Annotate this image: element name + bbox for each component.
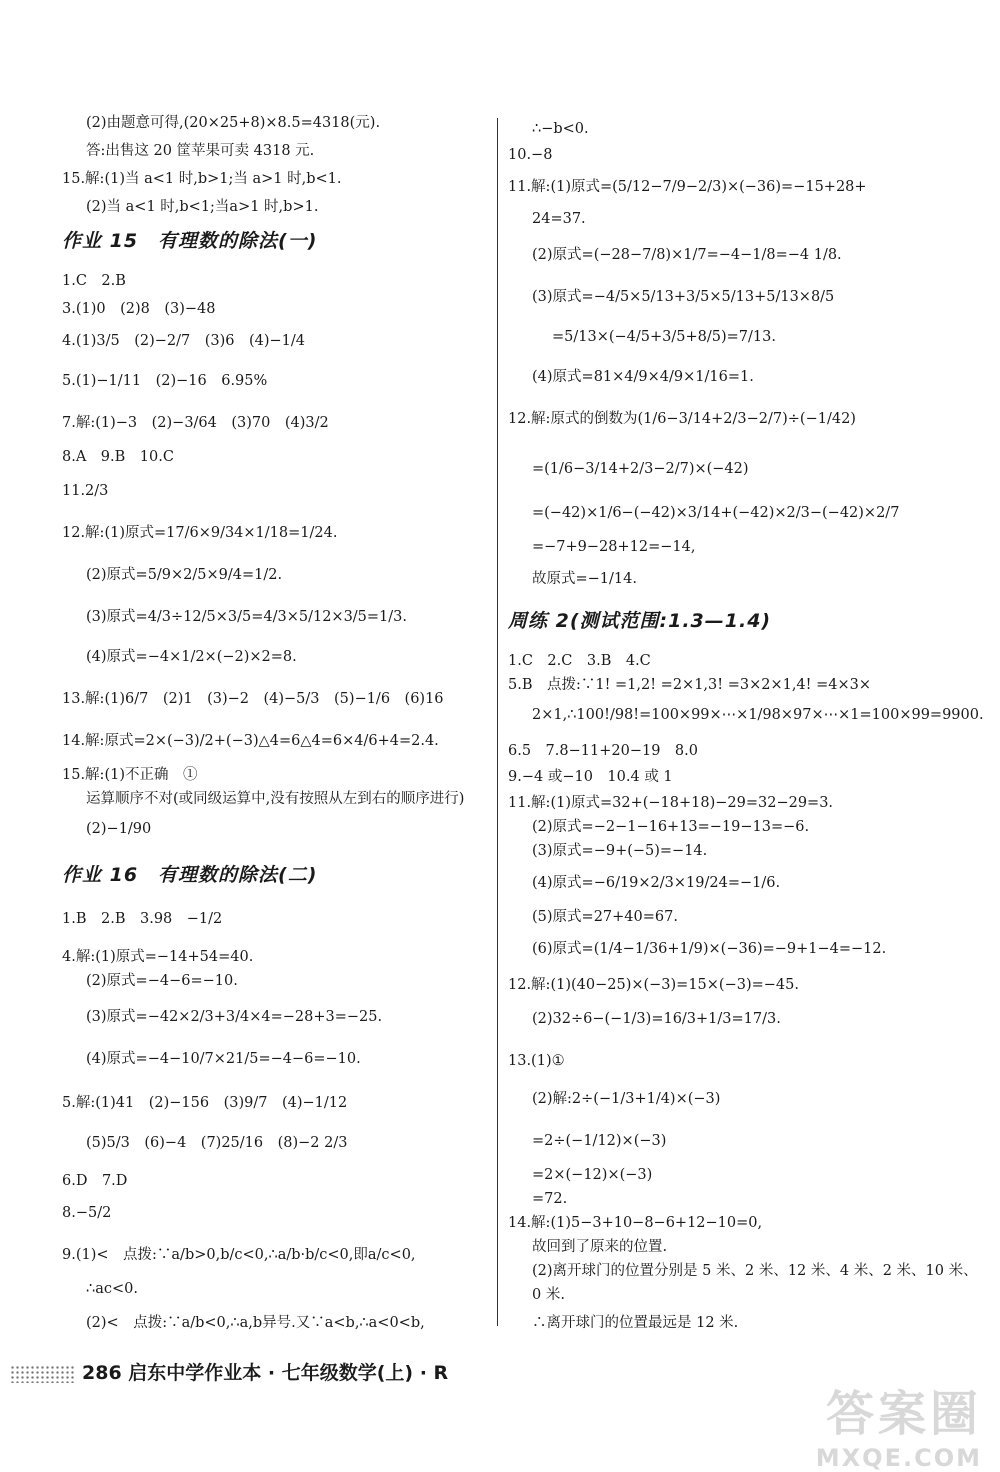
- answer-line: 0 米.: [532, 1287, 565, 1303]
- answer-line: 5.(1)−1/11 (2)−16 6.95%: [62, 373, 268, 389]
- answer-line: 9.−4 或−10 10.4 或 1: [508, 769, 673, 785]
- answer-line: 12.解:原式的倒数为(1/6−3/14+2/3−2/7)÷(−1/42): [508, 411, 856, 427]
- answer-line: 12.解:(1)(40−25)×(−3)=15×(−3)=−45.: [508, 977, 799, 993]
- column-divider: [497, 118, 498, 1326]
- answer-line: 4.(1)3/5 (2)−2/7 (3)6 (4)−1/4: [62, 333, 306, 349]
- answer-line: 24=37.: [532, 211, 586, 227]
- answer-line: (4)原式=−4−10/7×21/5=−4−6=−10.: [86, 1051, 361, 1067]
- answer-line: (3)原式=−4/5×5/13+3/5×5/13+5/13×8/5: [532, 289, 835, 305]
- section-heading: 作业 15 有理数的除法(一): [62, 230, 318, 252]
- answer-line: 15.解:(1)当 a<1 时,b>1;当 a>1 时,b<1.: [62, 171, 342, 187]
- answer-line: 5.解:(1)41 (2)−156 (3)9/7 (4)−1/12: [62, 1095, 348, 1111]
- answer-line: (5)原式=27+40=67.: [532, 909, 678, 925]
- answer-line: 14.解:原式=2×(−3)/2+(−3)△4=6△4=6×4/6+4=2.4.: [62, 733, 439, 749]
- answer-line: 故原式=−1/14.: [532, 571, 637, 587]
- answer-line: 3.(1)0 (2)8 (3)−48: [62, 301, 216, 317]
- answer-line: (2)原式=−4−6=−10.: [86, 973, 238, 989]
- answer-line: 答:出售这 20 筐苹果可卖 4318 元.: [86, 143, 315, 159]
- answer-line: 2×1,∴100!/98!=100×99×⋯×1/98×97×⋯×1=100×99=9900.: [532, 707, 984, 723]
- answer-line: (2)−1/90: [86, 821, 152, 837]
- answer-line: (6)原式=(1/4−1/36+1/9)×(−36)=−9+1−4=−12.: [532, 941, 887, 957]
- answer-line: (5)5/3 (6)−4 (7)25/16 (8)−2 2/3: [86, 1135, 348, 1151]
- answer-line: ∴−b<0.: [532, 121, 589, 137]
- answer-line: (4)原式=81×4/9×4/9×1/16=1.: [532, 369, 754, 385]
- footer-dot-pattern: [10, 1365, 76, 1383]
- answer-line: =(−42)×1/6−(−42)×3/14+(−42)×2/3−(−42)×2/7: [532, 505, 900, 521]
- answer-line: (3)原式=−9+(−5)=−14.: [532, 843, 708, 859]
- answer-line: 7.解:(1)−3 (2)−3/64 (3)70 (4)3/2: [62, 415, 329, 431]
- section-heading: 作业 16 有理数的除法(二): [62, 864, 318, 886]
- answer-line: =−7+9−28+12=−14,: [532, 539, 696, 555]
- answer-line: ∴ac<0.: [86, 1281, 138, 1297]
- answer-line: 1.C 2.B: [62, 273, 126, 289]
- answer-line: 8.A 9.B 10.C: [62, 449, 174, 465]
- answer-line: 6.D 7.D: [62, 1173, 128, 1189]
- answer-line: 10.−8: [508, 147, 553, 163]
- answer-line: 13.解:(1)6/7 (2)1 (3)−2 (4)−5/3 (5)−1/6 (6)16: [62, 691, 444, 707]
- answer-line: =2÷(−1/12)×(−3): [532, 1133, 667, 1149]
- answer-line: =2×(−12)×(−3): [532, 1167, 653, 1183]
- footer-text: 286 启东中学作业本 · 七年级数学(上) · R: [82, 1362, 449, 1384]
- watermark-url: MXQE.COM: [815, 1444, 982, 1472]
- answer-line: (2)原式=5/9×2/5×9/4=1/2.: [86, 567, 283, 583]
- answer-line: (2)当 a<1 时,b<1;当a>1 时,b>1.: [86, 199, 319, 215]
- answer-line: 11.2/3: [62, 483, 109, 499]
- answer-line: 故回到了原来的位置.: [532, 1239, 668, 1255]
- answer-line: (2)< 点拨:∵a/b<0,∴a,b异号.又∵a<b,∴a<0<b,: [86, 1315, 425, 1331]
- answer-line: (3)原式=−42×2/3+3/4×4=−28+3=−25.: [86, 1009, 383, 1025]
- answer-line: 5.B 点拨:∵1! =1,2! =2×1,3! =3×2×1,4! =4×3×: [508, 677, 871, 693]
- answer-line: (2)离开球门的位置分别是 5 米、2 米、12 米、4 米、2 米、10 米、: [532, 1263, 978, 1279]
- watermark-logo-text: 答案圈: [825, 1386, 982, 1442]
- answer-line: 9.(1)< 点拨:∵a/b>0,b/c<0,∴a/b·b/c<0,即a/c<0,: [62, 1247, 416, 1263]
- answer-line: 1.B 2.B 3.98 −1/2: [62, 911, 223, 927]
- answer-line: =(1/6−3/14+2/3−2/7)×(−42): [532, 461, 749, 477]
- answer-line: 11.解:(1)原式=32+(−18+18)−29=32−29=3.: [508, 795, 834, 811]
- answer-line: (2)解:2÷(−1/3+1/4)×(−3): [532, 1091, 721, 1107]
- answer-line: 1.C 2.C 3.B 4.C: [508, 653, 651, 669]
- answer-line: 12.解:(1)原式=17/6×9/34×1/18=1/24.: [62, 525, 338, 541]
- answer-line: 8.−5/2: [62, 1205, 112, 1221]
- answer-line: (4)原式=−6/19×2/3×19/24=−1/6.: [532, 875, 781, 891]
- answer-line: 15.解:(1)不正确 ①: [62, 767, 198, 783]
- answer-line: (2)原式=−2−1−16+13=−19−13=−6.: [532, 819, 810, 835]
- answer-line: (2)原式=(−28−7/8)×1/7=−4−1/8=−4 1/8.: [532, 247, 842, 263]
- answer-line: =72.: [532, 1191, 568, 1207]
- answer-line: 运算顺序不对(或同级运算中,没有按照从左到右的顺序进行): [86, 791, 465, 807]
- answer-line: 4.解:(1)原式=−14+54=40.: [62, 949, 254, 965]
- answer-line: 11.解:(1)原式=(5/12−7/9−2/3)×(−36)=−15+28+: [508, 179, 867, 195]
- watermark: [816, 1375, 982, 1472]
- answer-line: ∴离开球门的位置最远是 12 米.: [532, 1315, 739, 1331]
- answer-line: (2)由题意可得,(20×25+8)×8.5=4318(元).: [86, 115, 381, 131]
- page-footer: [10, 1358, 448, 1385]
- answer-line: (3)原式=4/3÷12/5×3/5=4/3×5/12×3/5=1/3.: [86, 609, 407, 625]
- answer-line: (4)原式=−4×1/2×(−2)×2=8.: [86, 649, 297, 665]
- answer-line: (2)32÷6−(−1/3)=16/3+1/3=17/3.: [532, 1011, 781, 1027]
- answer-line: 14.解:(1)5−3+10−8−6+12−10=0,: [508, 1215, 763, 1231]
- answer-line: 13.(1)①: [508, 1053, 565, 1069]
- answer-line: =5/13×(−4/5+3/5+8/5)=7/13.: [552, 329, 776, 345]
- answer-line: 6.5 7.8−11+20−19 8.0: [508, 743, 698, 759]
- section-heading: 周练 2(测试范围:1.3—1.4): [508, 610, 772, 632]
